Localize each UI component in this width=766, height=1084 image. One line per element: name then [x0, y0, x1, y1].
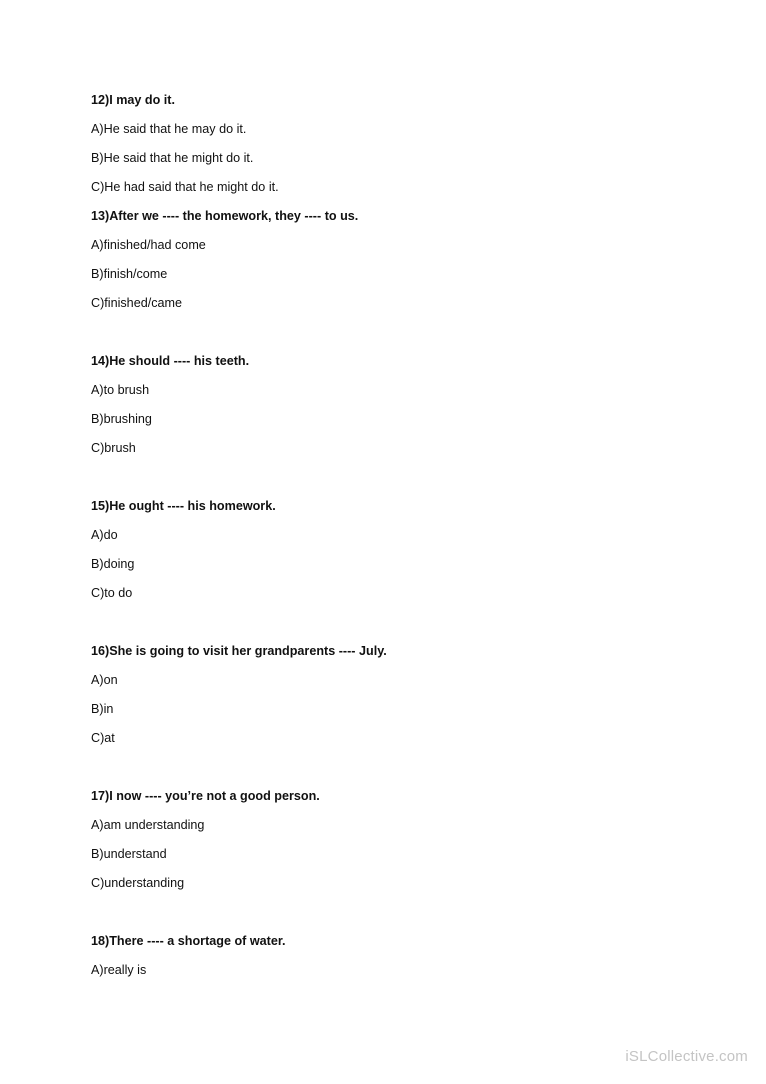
- option-13-c: C)finished/came: [91, 296, 182, 310]
- option-17-a: A)am understanding: [91, 818, 205, 832]
- option-12-c: C)He had said that he might do it.: [91, 180, 279, 194]
- option-16-b: B)in: [91, 702, 114, 716]
- question-18: 18)There ---- a shortage of water.: [91, 934, 286, 948]
- option-13-a: A)finished/had come: [91, 238, 206, 252]
- option-16-a: A)on: [91, 673, 118, 687]
- option-18-a: A)really is: [91, 963, 147, 977]
- question-16: 16)She is going to visit her grandparents ---- July.: [91, 644, 387, 658]
- option-14-c: C)brush: [91, 441, 136, 455]
- question-13: 13)After we ---- the homework, they ---- to us.: [91, 209, 359, 223]
- option-14-b: B)brushing: [91, 412, 152, 426]
- question-17: 17)I now ---- you’re not a good person.: [91, 789, 320, 803]
- question-14: 14)He should ---- his teeth.: [91, 354, 250, 368]
- option-17-b: B)understand: [91, 847, 167, 861]
- question-12: 12)I may do it.: [91, 93, 175, 107]
- watermark-text: iSLCollective.com: [625, 1048, 748, 1065]
- option-15-b: B)doing: [91, 557, 135, 571]
- option-15-c: C)to do: [91, 586, 133, 600]
- option-12-a: A)He said that he may do it.: [91, 122, 247, 136]
- option-16-c: C)at: [91, 731, 115, 745]
- option-15-a: A)do: [91, 528, 118, 542]
- question-15: 15)He ought ---- his homework.: [91, 499, 276, 513]
- option-12-b: B)He said that he might do it.: [91, 151, 254, 165]
- option-13-b: B)finish/come: [91, 267, 168, 281]
- option-14-a: A)to brush: [91, 383, 150, 397]
- option-17-c: C)understanding: [91, 876, 185, 890]
